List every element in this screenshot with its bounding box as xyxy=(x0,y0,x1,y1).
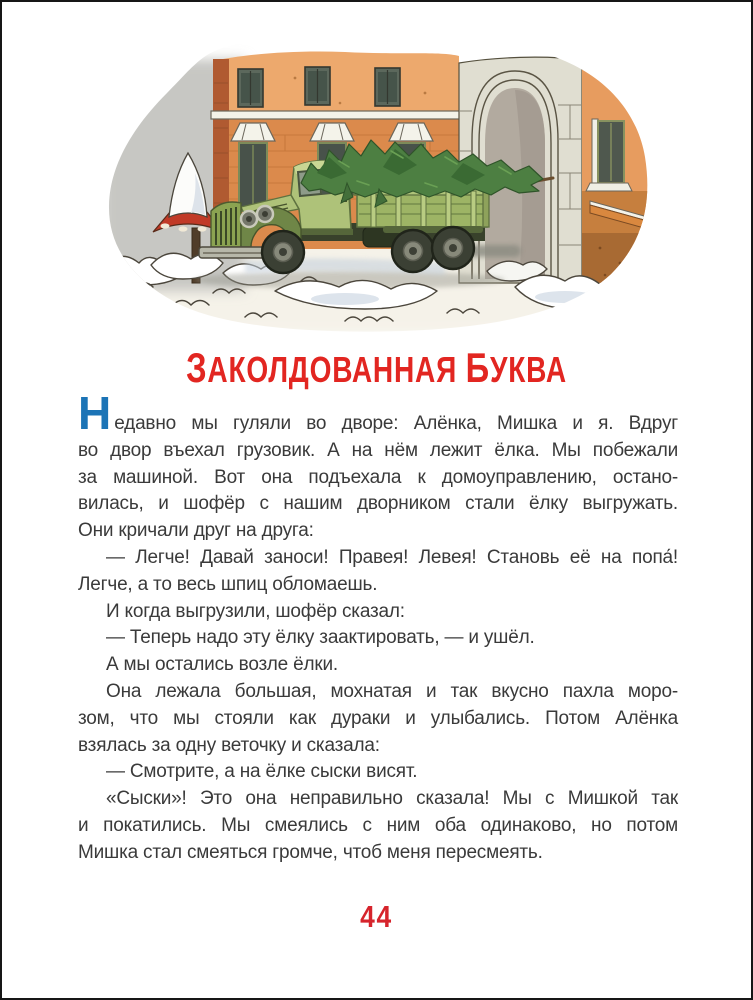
text-line: Легче, а то весь шпиц обломаешь. xyxy=(78,573,378,595)
text-line: зом, что мы стояли как дураки и улыбались. Потом Алёнка xyxy=(78,707,678,729)
story-title: ЗАКОЛДОВАННАЯ БУКВА xyxy=(186,344,567,391)
paragraph xyxy=(78,679,678,759)
text-line: Она лежала большая, мохнатая и так вкусно пахла моро- xyxy=(106,680,678,702)
text-line: А мы остались возле ёлки. xyxy=(106,654,338,676)
text-line: Они кричали друг на друга: xyxy=(78,520,314,542)
story-body xyxy=(78,387,678,867)
paragraph xyxy=(78,387,678,545)
text-line: и покатились. Мы смеялись с ним оба одинаково, но потом xyxy=(78,814,678,836)
courtyard-illustration-svg xyxy=(94,33,661,335)
paragraph xyxy=(78,759,678,786)
paragraph xyxy=(78,652,678,679)
text-line: взялась за одну веточку и сказала: xyxy=(78,734,380,756)
text-line: Мишка стал смеяться громче, чтоб меня пересмеять. xyxy=(78,841,543,863)
page-number: 44 xyxy=(360,899,393,934)
text-line: за машиной. Вот она подъехала к домоуправлению, остано- xyxy=(78,466,678,488)
drop-cap: Н xyxy=(78,387,112,439)
text-line: — Легче! Давай заноси! Правея! Левея! Становь её на попа́! xyxy=(106,546,678,568)
paragraph xyxy=(78,786,678,866)
right-wall xyxy=(582,60,660,283)
paragraph xyxy=(78,545,678,599)
upper-windows xyxy=(238,67,400,107)
text-line: вилась, и шофёр с нашим дворником стали ёлку выгружать. xyxy=(78,493,678,515)
text-line: И когда выгрузили, шофёр сказал: xyxy=(106,600,405,622)
text-line: «Сыски»! Это она неправильно сказала! Мы с Мишкой так xyxy=(106,788,678,810)
text-line: — Смотрите, а на ёлке сыски висят. xyxy=(106,761,418,783)
text-line: Недавно мы гуляли во дворе: Алёнка, Мишка и я. Вдруг xyxy=(78,387,678,439)
text-line: — Теперь надо эту ёлку заактировать, — и ушёл. xyxy=(106,627,535,649)
text-line: во двор въехал грузовик. А на нём лежит ёлка. Мы побежали xyxy=(78,439,678,461)
cornice xyxy=(211,111,461,119)
paragraph xyxy=(78,599,678,626)
courtyard-illustration xyxy=(94,33,661,335)
paragraph xyxy=(78,625,678,652)
